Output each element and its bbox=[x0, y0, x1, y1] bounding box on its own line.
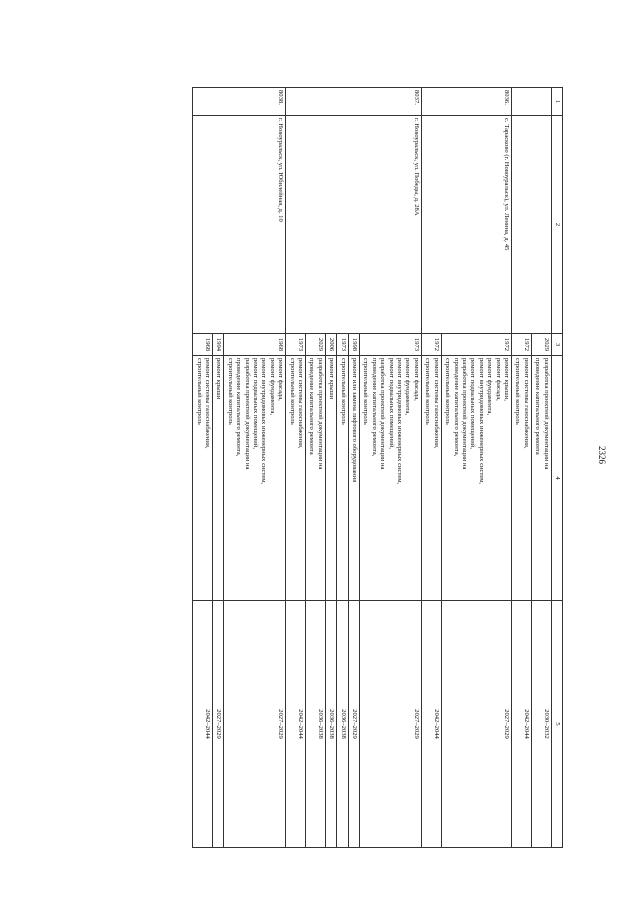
row-number-cell: 8038. bbox=[193, 88, 286, 116]
period-cell: 2042–2044 bbox=[193, 601, 213, 848]
year-cell: 1972 bbox=[511, 334, 531, 356]
row-number-cell: 8036. bbox=[421, 88, 511, 116]
work-cell: ремонт крыши bbox=[212, 356, 223, 601]
year-cell: 1973 bbox=[286, 334, 306, 356]
header-col-2: 2 bbox=[551, 116, 562, 334]
work-cell: ремонт системы газоснабжения, строительный контроль bbox=[421, 356, 441, 601]
work-cell: строительный контроль bbox=[337, 356, 348, 601]
period-cell: 2027–2029 bbox=[212, 601, 223, 848]
year-cell: 1973 bbox=[360, 334, 422, 356]
table-row bbox=[224, 88, 286, 848]
row-number-cell: 8037. bbox=[286, 88, 422, 116]
row-number-cell bbox=[511, 88, 551, 116]
year-cell: 2029 bbox=[306, 334, 326, 356]
work-cell: ремонт фасада, ремонт фундамента, ремонт внутридомовых инженерных систем, ремонт подвальных помещений, разработка проектной документации на проведение капитального ремонта, строительный контроль bbox=[360, 356, 422, 601]
year-cell: 1994 bbox=[212, 334, 223, 356]
year-cell: 2029 bbox=[531, 334, 551, 356]
period-cell: 2042–2044 bbox=[286, 601, 306, 848]
table-row bbox=[441, 88, 511, 848]
work-cell: ремонт крыши, ремонт фасада, ремонт фундамента, ремонт внутридомовых инженерных систем, ремонт подвальных помещений, разработка проектной документации на проведение капитального ремонта, строительный контроль bbox=[441, 356, 511, 601]
work-cell: ремонт системы газоснабжения, строительный контроль bbox=[286, 356, 306, 601]
period-cell: 2027–2029 bbox=[360, 601, 422, 848]
address-cell: г. Новоуральск, ул. Юбилейная, д. 10 bbox=[193, 116, 286, 334]
period-cell: 2042–2044 bbox=[421, 601, 441, 848]
period-cell: 2027–2029 bbox=[348, 601, 359, 848]
capital-repair-table bbox=[192, 87, 563, 848]
year-cell: 1972 bbox=[441, 334, 511, 356]
year-cell: 2006 bbox=[325, 334, 336, 356]
year-cell: 1968 bbox=[193, 334, 213, 356]
work-cell: разработка проектной документации на проведение капитального ремонта bbox=[531, 356, 551, 601]
work-cell: ремонт или замена лифтового оборудования bbox=[348, 356, 359, 601]
work-cell: ремонт фасада, ремонт фундамента, ремонт внутридомовых инженерных систем, ремонт подвальных помещений, разработка проектной документации на проведение капитального ремонта, строительный контроль bbox=[224, 356, 286, 601]
address-cell: с. Тарасково (г. Новоуральск), ул. Ленина, д. 45 bbox=[421, 116, 511, 334]
header-col-1: 1 bbox=[551, 88, 562, 116]
header-col-3: 3 bbox=[551, 334, 562, 356]
capital-repair-table-wrapper bbox=[83, 87, 563, 847]
header-col-5: 5 bbox=[551, 601, 562, 848]
address-cell bbox=[511, 116, 551, 334]
period-cell: 2036–2038 bbox=[337, 601, 348, 848]
year-cell: 1973 bbox=[337, 334, 348, 356]
address-cell: г. Новоуральск, ул. Победы, д. 28А bbox=[286, 116, 422, 334]
year-cell: 1972 bbox=[421, 334, 441, 356]
work-cell: ремонт системы газоснабжения, строительный контроль bbox=[511, 356, 531, 601]
work-cell: разработка проектной документации на проведение капитального ремонта bbox=[306, 356, 326, 601]
period-cell: 2036–2038 bbox=[306, 601, 326, 848]
table-row bbox=[531, 88, 551, 848]
period-cell: 2027–2029 bbox=[224, 601, 286, 848]
period-cell: 2030–2032 bbox=[531, 601, 551, 848]
period-cell: 2027–2029 bbox=[441, 601, 511, 848]
period-cell: 2042–2044 bbox=[511, 601, 531, 848]
page-number: 2326 bbox=[597, 446, 607, 464]
year-cell: 1998 bbox=[348, 334, 359, 356]
header-row bbox=[551, 88, 562, 848]
work-cell: ремонт крыши bbox=[325, 356, 336, 601]
period-cell: 2036–2038 bbox=[325, 601, 336, 848]
year-cell: 1968 bbox=[224, 334, 286, 356]
table-row bbox=[360, 88, 422, 848]
work-cell: ремонт системы газоснабжения, строительный контроль bbox=[193, 356, 213, 601]
header-col-4: 4 bbox=[551, 356, 562, 601]
